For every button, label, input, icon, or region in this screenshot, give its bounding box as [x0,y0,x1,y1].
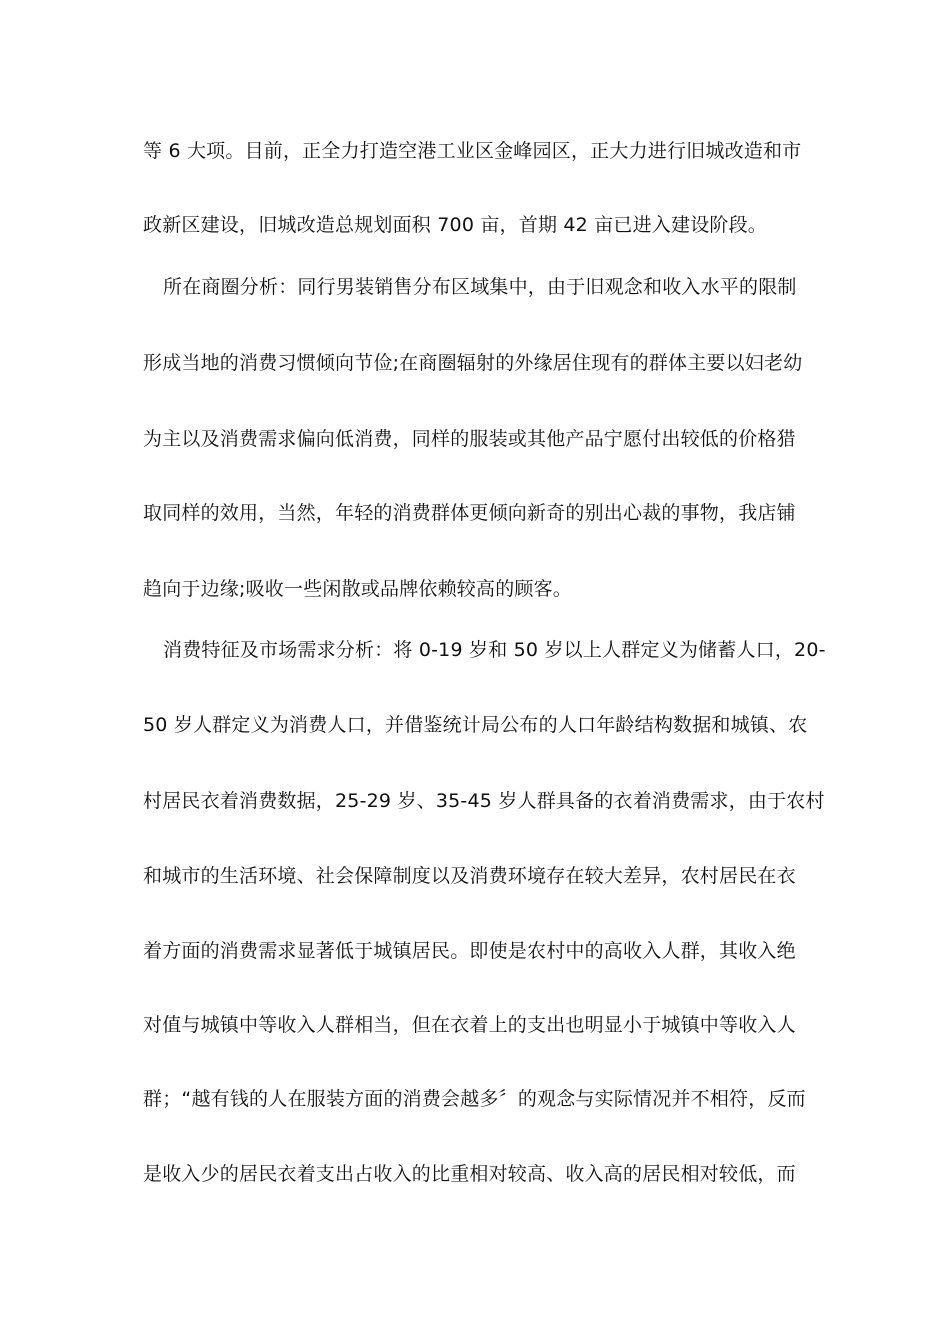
text-line: 取同样的效用，当然，年轻的消费群体更倾向新奇的别出心裁的事物，我店铺 [143,502,796,524]
paragraph-start-line: 消费特征及市场需求分析：将 0-19 岁和 50 岁以上人群定义为储蓄人口，20- [163,639,826,661]
text-line: 着方面的消费需求显著低于城镇居民。即使是农村中的高收入人群，其收入绝 [143,940,796,962]
text-line: 政新区建设，旧城改造总规划面积 700 亩，首期 42 亩已进入建设阶段。 [143,214,768,236]
text-line: 对值与城镇中等收入人群相当，但在衣着上的支出也明显小于城镇中等收入人 [143,1014,796,1036]
text-line: 形成当地的消费习惯倾向节俭;在商圈辐射的外缘居住现有的群体主要以妇老幼 [143,352,803,374]
text-line: 和城市的生活环境、社会保障制度以及消费环境存在较大差异，农村居民在衣 [143,865,796,887]
text-line: 村居民衣着消费数据，25-29 岁、35-45 岁人群具备的衣着消费需求，由于农村 [143,790,825,812]
paragraph-start-line: 所在商圈分析：同行男装销售分布区域集中，由于旧观念和收入水平的限制 [163,276,797,298]
text-line: 等 6 大项。目前，正全力打造空港工业区金峰园区，正大力进行旧城改造和市 [143,140,802,162]
text-line: 群；“越有钱的人在服装方面的消费会越多〞的观念与实际情况并不相符，反而 [143,1088,806,1110]
text-line: 是收入少的居民衣着支出占收入的比重相对较高、收入高的居民相对较低，而 [143,1163,796,1185]
text-line: 趋向于边缘;吸收一些闲散或品牌依赖较高的顾客。 [143,578,573,600]
text-line: 50 岁人群定义为消费人口，并借鉴统计局公布的人口年龄结构数据和城镇、农 [143,714,808,736]
text-line: 为主以及消费需求偏向低消费，同样的服装或其他产品宁愿付出较低的价格猎 [143,428,796,450]
